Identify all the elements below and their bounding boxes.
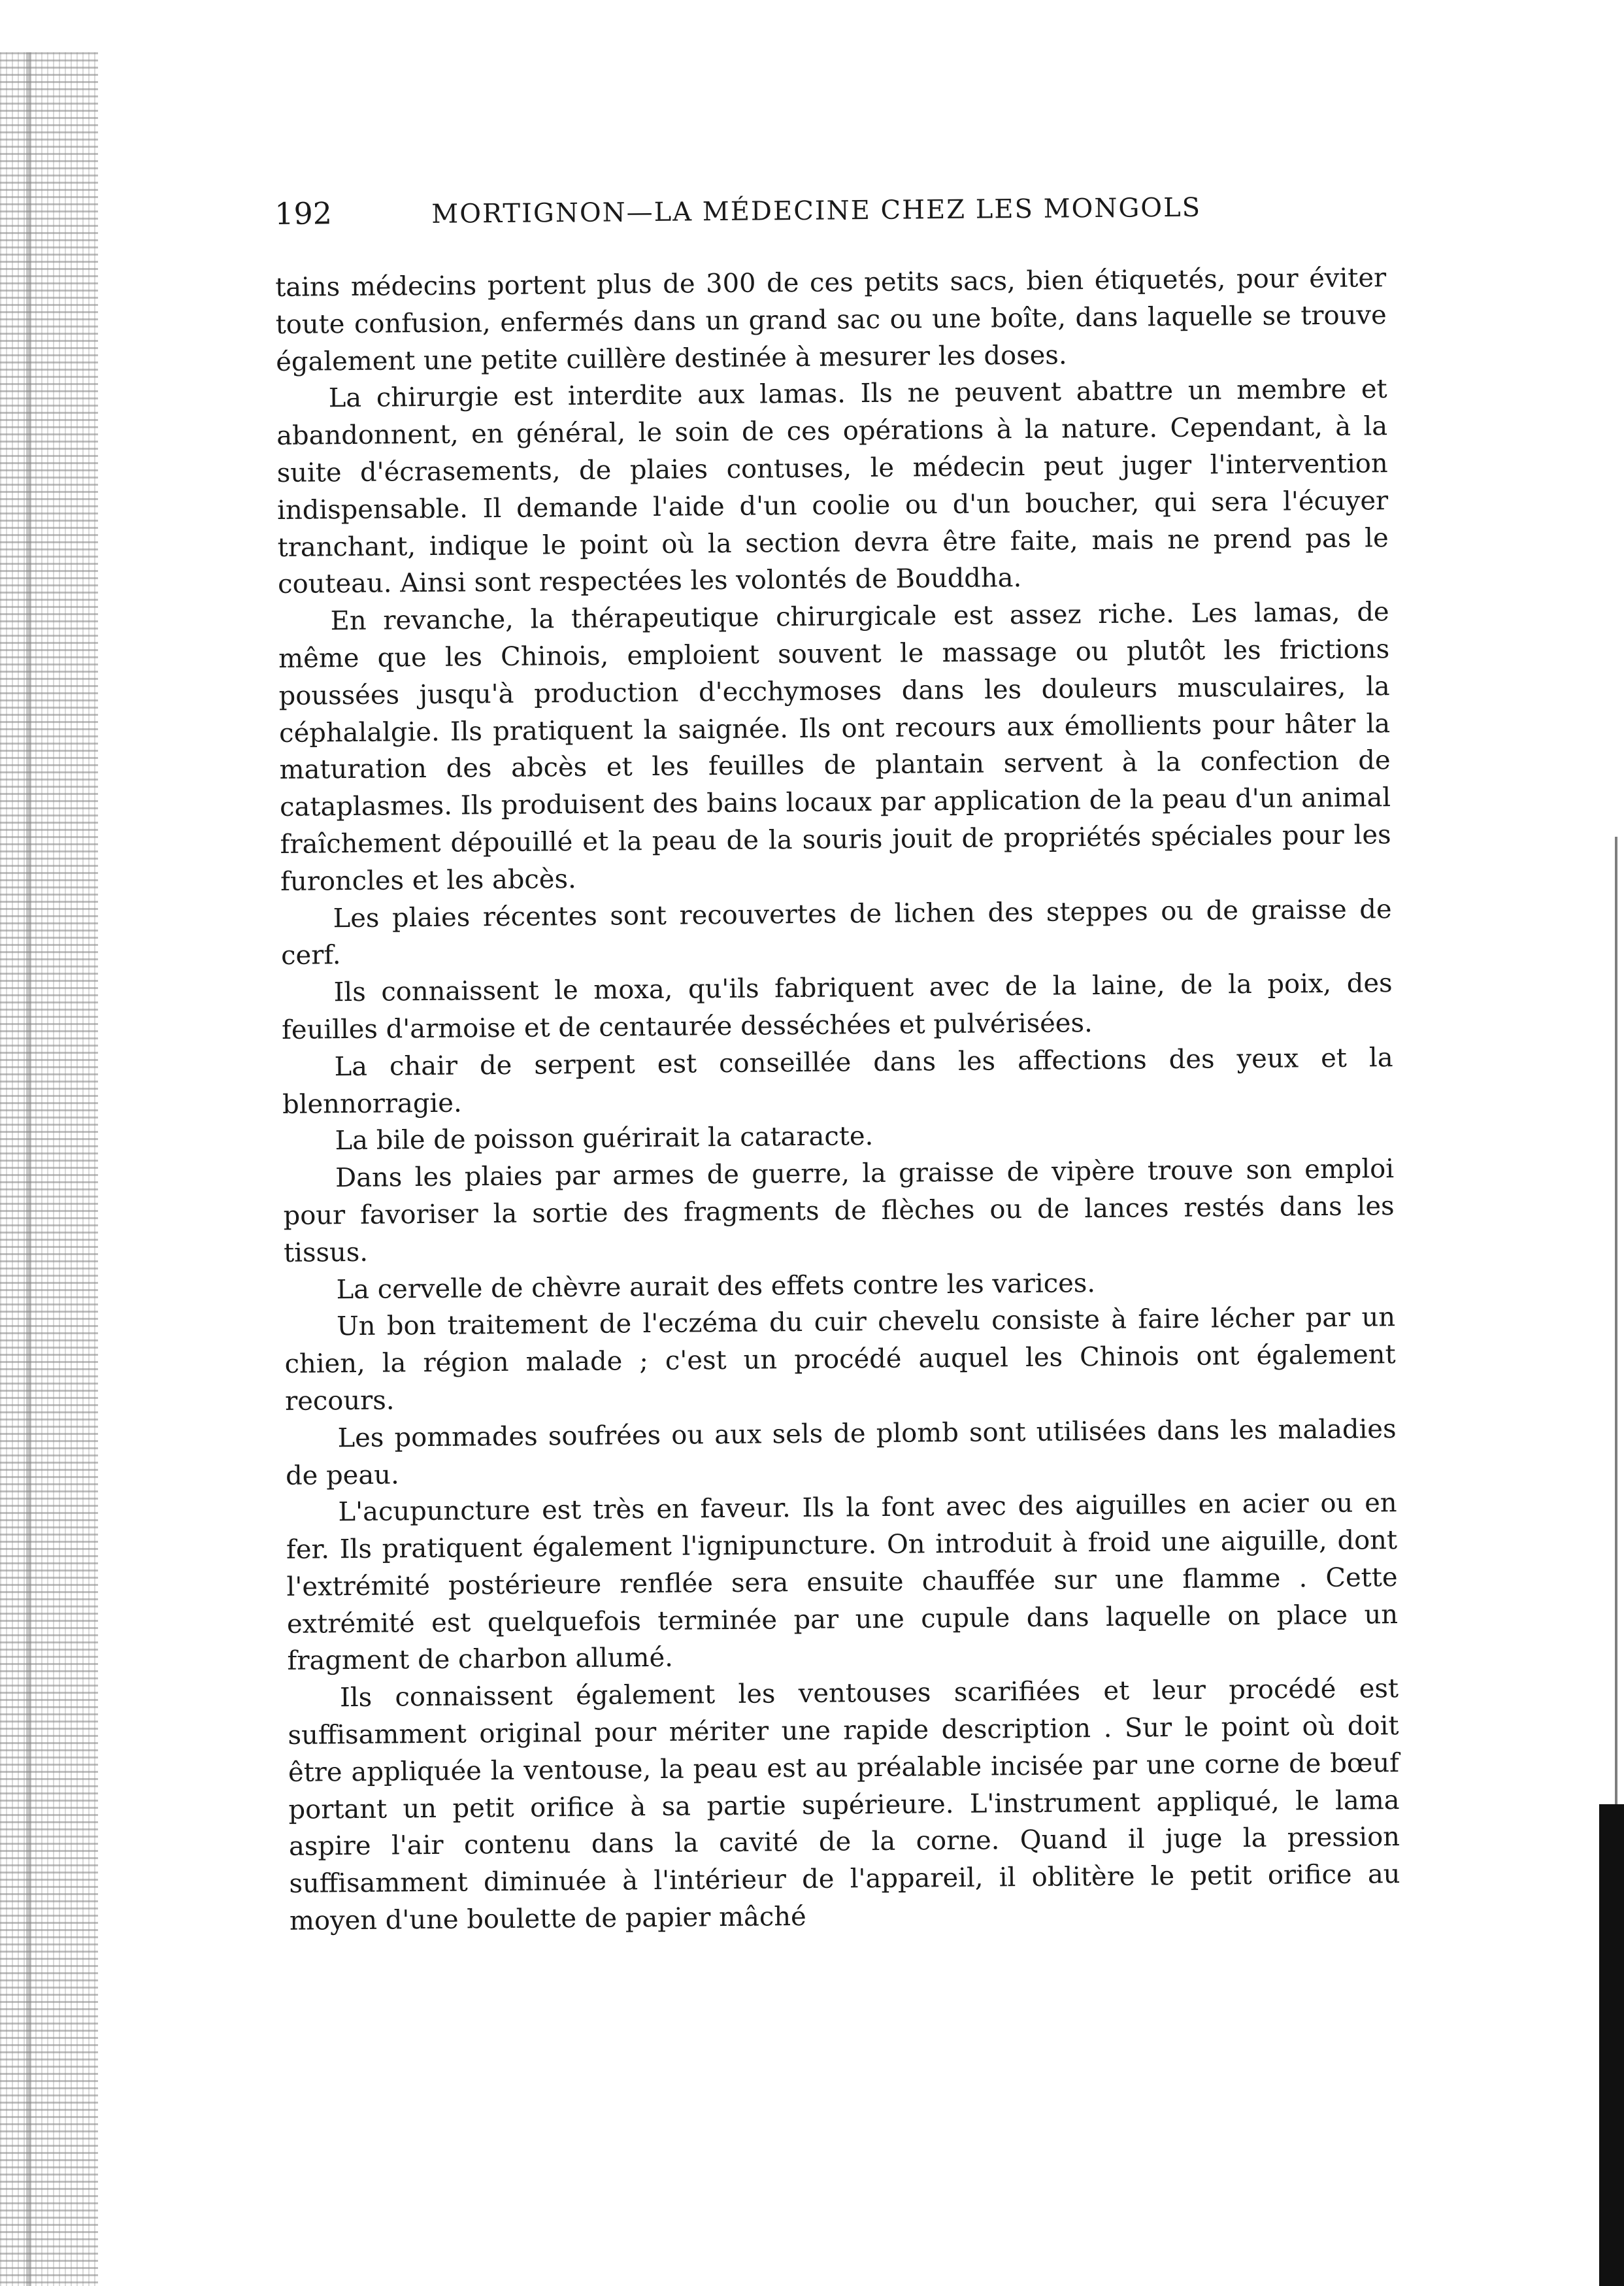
scan-edge-artifact [0, 52, 98, 2286]
paragraph-therapeutique: En revanche, la thérapeutique chirurgicale est assez riche. Les lamas, de même que les Chinois, emploient souvent le massage ou plutôt les frictions poussées jusqu'à production d'ecchymoses dans les douleurs musculaires, la céphalalgie. Ils pratiquent la saignée. Ils ont recours aux émollients pour hâter la maturation des abcès et les feuilles de plantain servent à la confection de cataplasmes. Ils produisent des bains locaux par application de la peau d'un animal fraîchement dépouillé et la peau de la souris jouit de propriétés spéciales pour les furoncles et les abcès. [278, 597, 1391, 897]
paragraph-ventouses: Ils connaissent également les ventouses scarifiées et leur procédé est suffisamment original pour mériter une rapide description . Sur le point où doit être appliquée la ventouse, la peau est au préalable incisée par une corne de bœuf portant un petit orifice à sa partie supérieure. L'instrument appliqué, le lama aspire l'air contenu dans la cavité de la corne. Quand il juge la pression suffisamment diminuée à l'intérieur de l'appareil, il oblitère le petit orifice au moyen d'une boulette de papier mâché [288, 1673, 1400, 1936]
paragraph-moxa: Ils connaissent le moxa, qu'ils fabriquent avec de la laine, de la poix, des feuilles d'armoise et de centaurée desséchées et pulvérisées. [281, 968, 1393, 1045]
paragraph-chevre: La cervelle de chèvre aurait des effets contre les varices. [336, 1268, 1096, 1305]
paragraph-chirurgie: La chirurgie est interdite aux lamas. Ils ne peuvent abattre un membre et abandonnent, en général, le soin de ces opérations à la nature. Cependant, à la suite d'écrasements, de plaies contuses, le médecin peut juger l'intervention indispensable. Il demande l'aide d'un coolie ou d'un boucher, qui sera l'écuyer tranchant, indique le point où la section devra être faite, mais ne prend pas le couteau. Ainsi sont respectées les volontés de Bouddha. [276, 374, 1389, 600]
paragraph-eczema: Un bon traitement de l'eczéma du cuir chevelu consiste à faire lécher par un chien, la région malade ; c'est un procédé auquel les Chinois ont également recours. [284, 1302, 1396, 1417]
paragraph-vipere: Dans les plaies par armes de guerre, la graisse de vipère trouve son emploi pour favoriser la sortie des fragments de flèches ou de lances restés dans les tissus. [283, 1154, 1395, 1268]
paragraph-pommades: Les pommades soufrées ou aux sels de plomb sont utilisées dans les maladies de peau. [285, 1413, 1397, 1491]
running-title: MORTIGNON—LA MÉDECINE CHEZ LES MONGOLS [431, 192, 1202, 229]
document-page [274, 186, 1400, 1940]
paragraph-poisson: La bile de poisson guérirait la cataracte. [335, 1121, 874, 1156]
page-number: 192 [274, 195, 333, 231]
paragraph-continued: tains médecins portent plus de 300 de ces petits sacs, bien étiquetés, pour éviter toute confusion, enfermés dans un grand sac ou une boîte, dans laquelle se trouve également une petite cuillère destinée à mesurer les doses. [275, 263, 1387, 377]
paragraph-serpent: La chair de serpent est conseillée dans les affections des yeux et la blennorragie. [282, 1042, 1393, 1120]
binding-shadow [1599, 1804, 1624, 2286]
scan-edge-line [1615, 837, 1617, 1804]
paragraph-acupuncture: L'acupuncture est très en faveur. Ils la font avec des aiguilles en acier ou en fer. Ils pratiquent également l'ignipuncture. On introduit à froid une aiguille, dont l'extrémité postérieure renflée sera ensuite chauffée sur une flamme . Cette extrémité est quelquefois terminée par une cupule dans laquelle on place un fragment de charbon allumé. [286, 1488, 1399, 1677]
body-text [275, 260, 1400, 1940]
running-head [274, 186, 1386, 255]
paragraph-plaies: Les plaies récentes sont recouvertes de lichen des steppes ou de graisse de cerf. [280, 894, 1392, 971]
